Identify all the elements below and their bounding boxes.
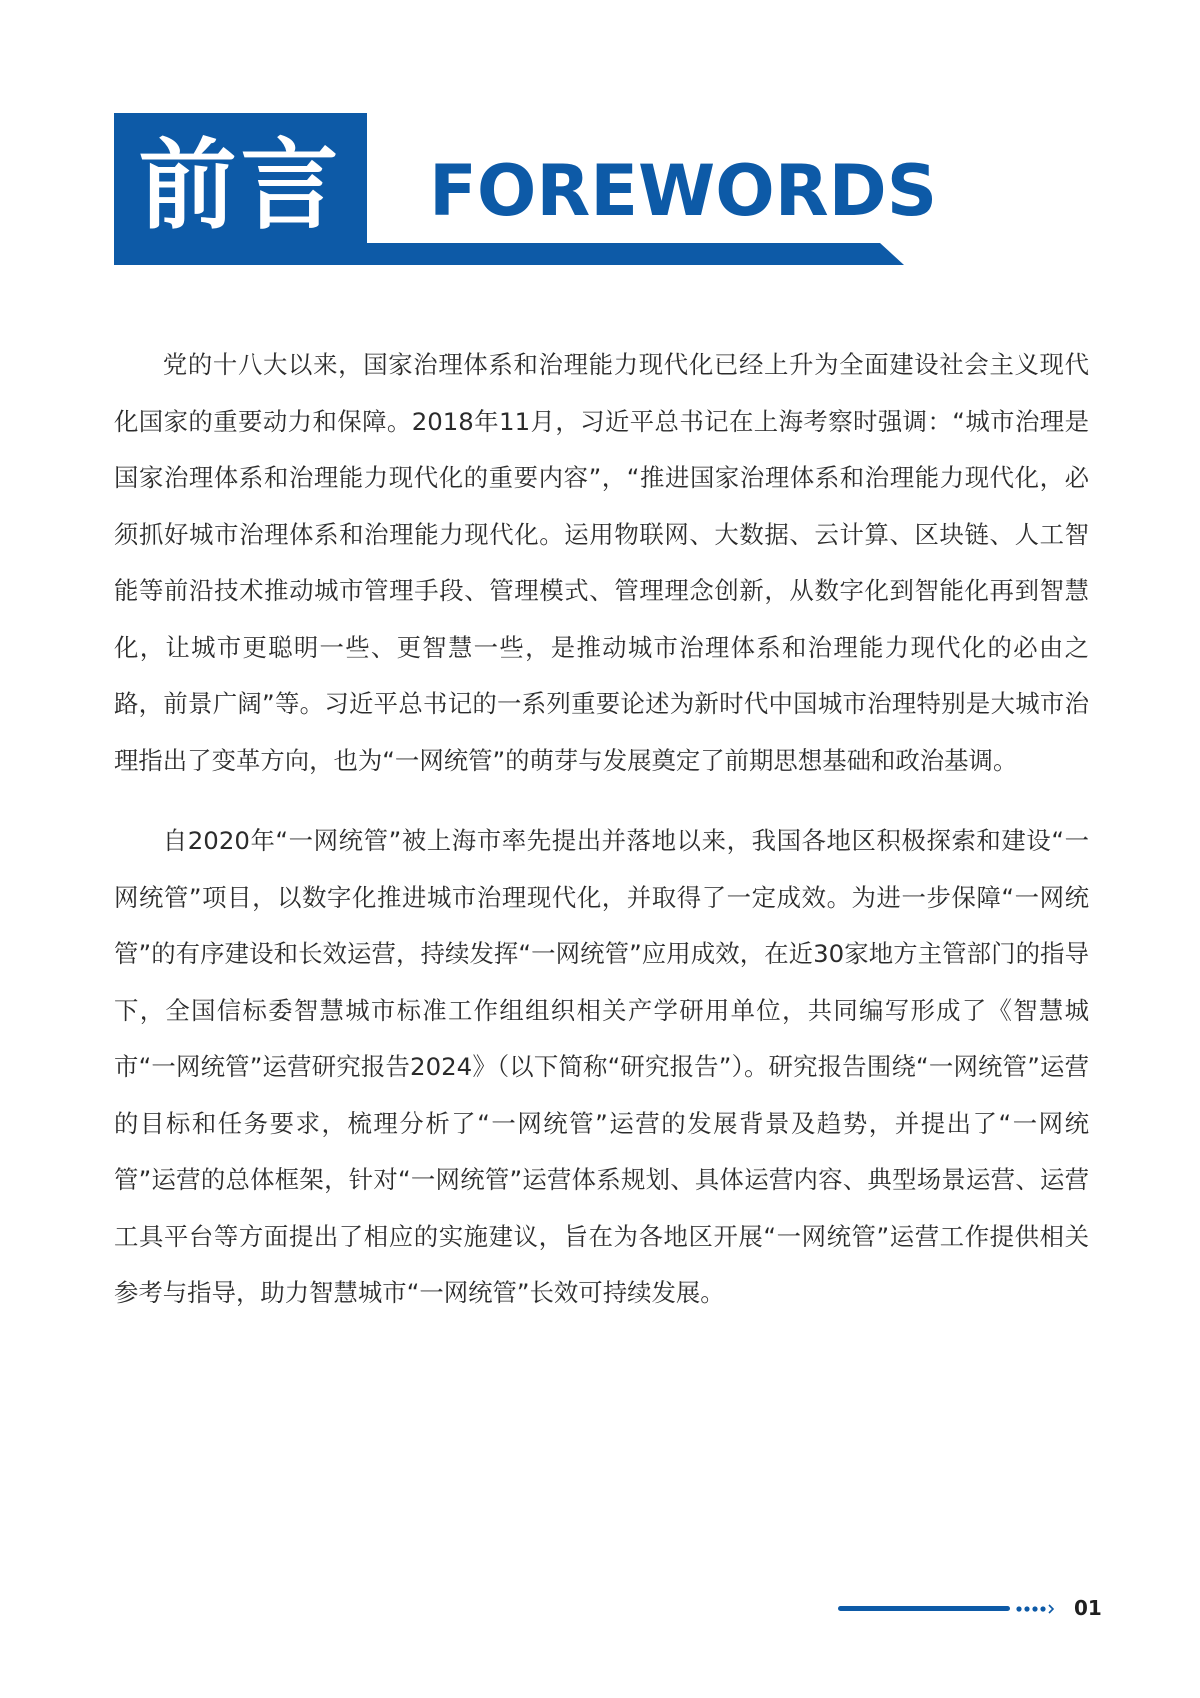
header-underline-bar	[114, 243, 904, 265]
page-footer	[838, 1596, 1102, 1620]
paragraph-1: 党的十八大以来，国家治理体系和治理能力现代化已经上升为全面建设社会主义现代化国家的重要动力和保障。2018年11月，习近平总书记在上海考察时强调：“城市治理是国家治理体系和治理能力现代化的重要内容”，“推进国家治理体系和治理能力现代化，必须抓好城市治理体系和治理能力现代化。运用物联网、大数据、云计算、区块链、人工智能等前沿技术推动城市管理手段、管理模式、管理理念创新，从数字化到智能化再到智慧化，让城市更聪明一些、更智慧一些，是推动城市治理体系和治理能力现代化的必由之路，前景广阔”等。习近平总书记的一系列重要论述为新时代中国城市治理特别是大城市治理指出了变革方向，也为“一网统管”的萌芽与发展奠定了前期思想基础和政治基调。	[114, 350, 1089, 775]
footer-dots-arrow-icon	[1016, 1603, 1066, 1615]
footer-line	[838, 1606, 1010, 1611]
paragraph-2: 自2020年“一网统管”被上海市率先提出并落地以来，我国各地区积极探索和建设“一网统管”项目，以数字化推进城市治理现代化，并取得了一定成效。为进一步保障“一网统管”的有序建设和长效运营，持续发挥“一网统管”应用成效，在近30家地方主管部门的指导下，全国信标委智慧城市标准工作组组织相关产学研用单位，共同编写形成了《智慧城市“一网统管”运营研究报告2024》（以下简称“研究报告”）。研究报告围绕“一网统管”运营的目标和任务要求，梳理分析了“一网统管”运营的发展背景及趋势，并提出了“一网统管”运营的总体框架，针对“一网统管”运营体系规划、具体运营内容、典型场景运营、运营工具平台等方面提出了相应的实施建议，旨在为各地区开展“一网统管”运营工作提供相关参考与指导，助力智慧城市“一网统管”长效可持续发展。	[114, 826, 1089, 1307]
page-title-chinese: 前言	[138, 129, 343, 243]
page-title-english: FOREWORDS	[429, 150, 938, 232]
foreword-body	[114, 337, 1089, 1346]
section-header	[114, 113, 938, 265]
page-number: 01	[1074, 1596, 1102, 1620]
